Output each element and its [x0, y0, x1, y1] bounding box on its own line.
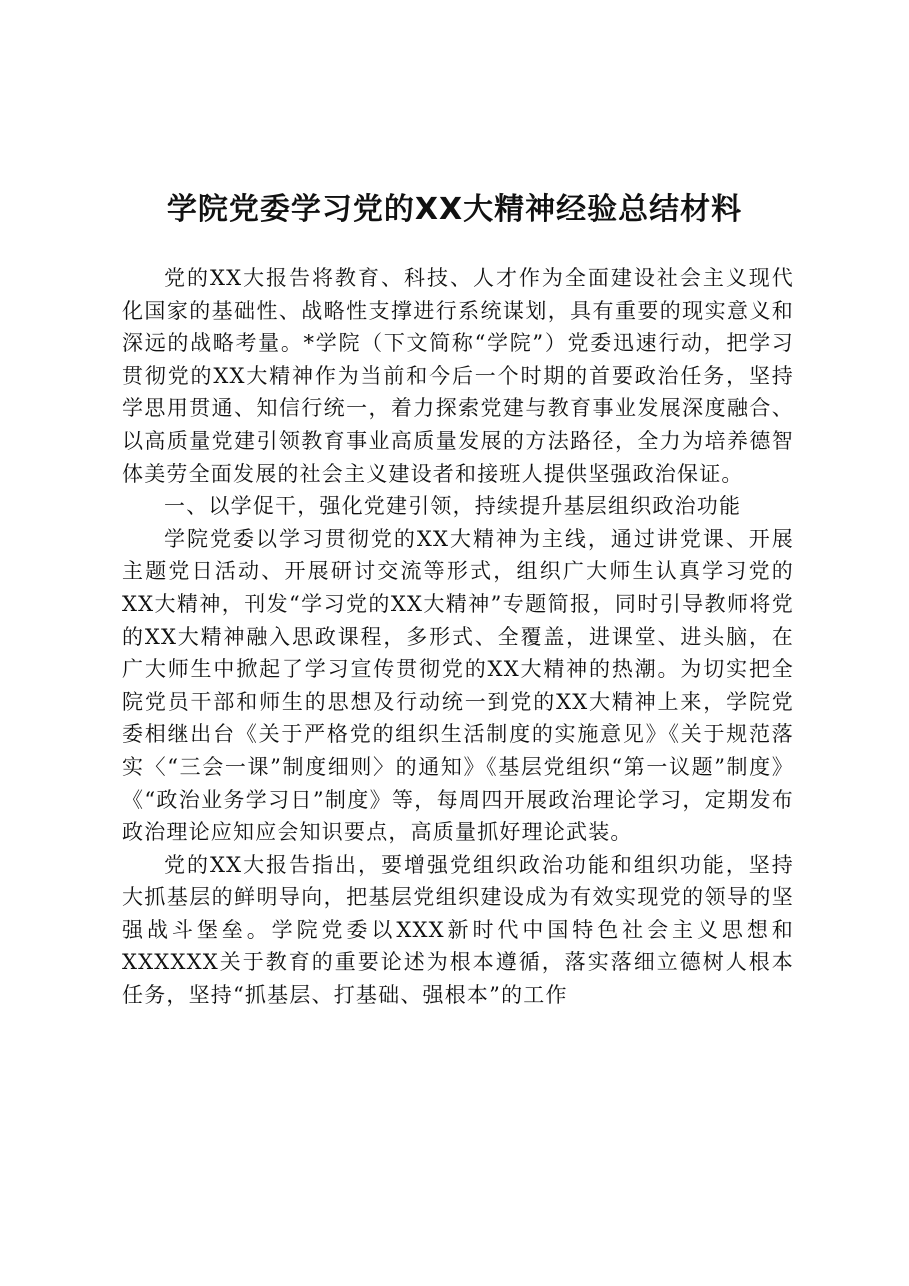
paragraph-section-1-study: 学院党委以学习贯彻党的XX大精神为主线，通过讲党课、开展主题党日活动、开展研讨交流等形式，组织广大师生认真学习党的XX大精神，刊发“学习党的XX大精神”专题简报，同时引导教师将党的XX大精神融入思政课程，多形式、全覆盖，进课堂、进头脑，在广大师生中掀起了学习宣传贯彻党的XX大精神的热潮。为切实把全院党员干部和师生的思想及行动统一到党的XX大精神上来，学院党委相继出台《关于严格党的组织生活制度的实施意见》《关于规范落实〈“三会一课”制度细则〉的通知》《基层党组织“第一议题”制度》《“政治业务学习日”制度》等，每周四开展政治理论学习，定期发布政治理论应知应会知识要点，高质量抓好理论武装。	[122, 526, 794, 845]
paragraph-intro: 党的XX大报告将教育、科技、人才作为全面建设社会主义现代化国家的基础性、战略性支撑进行系统谋划，具有重要的现实意义和深远的战略考量。*学院（下文简称“学院”）党委迅速行动，把学习贯彻党的XX大精神作为当前和今后一个时期的首要政治任务，坚持学思用贯通、知信行统一，着力探索党建与教育事业发展深度融合、以高质量党建引领教育事业高质量发展的方法路径，全力为培养德智体美劳全面发展的社会主义建设者和接班人提供坚强政治保证。	[122, 266, 794, 486]
document-title: 学院党委学习党的XX大精神经验总结材料	[166, 192, 743, 227]
section-heading-1: 一、以学促干，强化党建引领，持续提升基层组织政治功能	[164, 494, 742, 519]
document-body	[122, 262, 794, 1012]
paragraph-section-1-grassroots: 党的XX大报告指出，要增强党组织政治功能和组织功能，坚持大抓基层的鲜明导向，把基层党组织建设成为有效实现党的领导的坚强战斗堡垒。学院党委以XXX新时代中国特色社会主义思想和XXXXXX关于教育的重要论述为根本遵循，落实落细立德树人根本任务，坚持“抓基层、打基础、强根本”的工作	[122, 852, 794, 1008]
